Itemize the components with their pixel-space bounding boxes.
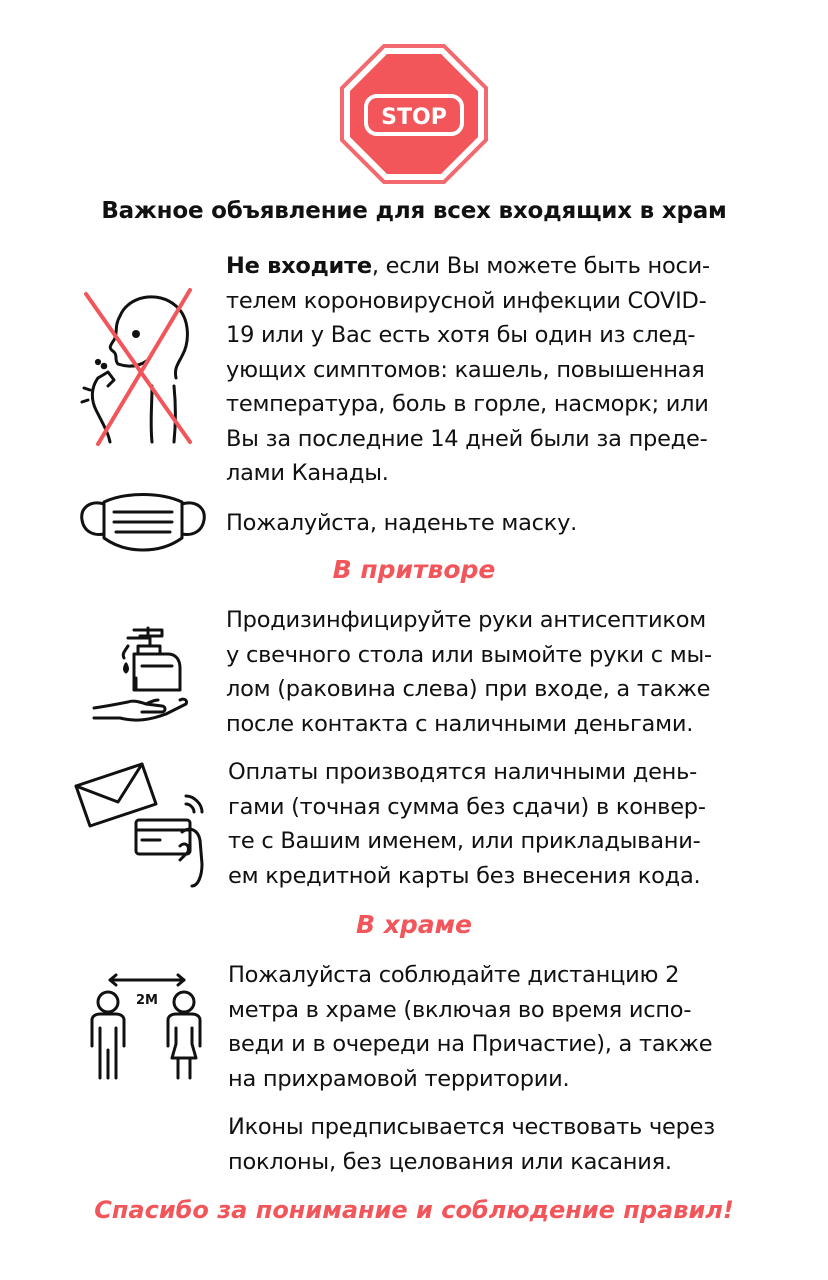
sanitize-line: Продизинфицируйте руки антисептиком bbox=[226, 607, 706, 633]
not-enter-bold-lead: Не входите bbox=[226, 253, 372, 279]
sanitize-paragraph bbox=[226, 603, 712, 741]
stop-sign-icon bbox=[340, 44, 488, 184]
icons-line: поклоны, без целования или касания. bbox=[228, 1148, 672, 1175]
distance-line: веди и в очереди на Причастие), а также bbox=[228, 1031, 713, 1057]
announcement-title: Важное объявление для всех входящих в храм bbox=[101, 198, 727, 224]
payment-line: Оплаты производятся наличными день- bbox=[228, 759, 698, 785]
not-enter-line: , если Вы можете быть носи- bbox=[371, 253, 710, 279]
not-enter-line: температура, боль в горле, насморк; или bbox=[226, 391, 709, 417]
not-enter-line: телем короновирусной инфекции COVID- bbox=[226, 287, 707, 314]
icons-line: Иконы предписывается чествовать через bbox=[228, 1114, 715, 1140]
distance-line: метра в храме (включая во время испо- bbox=[228, 996, 692, 1023]
distance-line: Пожалуйста соблюдайте дистанцию 2 bbox=[228, 962, 680, 988]
not-enter-line: лами Канады. bbox=[226, 460, 389, 486]
not-enter-line: Вы за последние 14 дней были за преде- bbox=[226, 425, 708, 452]
not-enter-paragraph bbox=[226, 249, 710, 491]
payment-paragraph bbox=[228, 755, 706, 893]
sanitize-line: лом (раковина слева) при входе, а также bbox=[226, 676, 711, 702]
narthex-heading: В притворе bbox=[332, 555, 496, 584]
sanitize-line: у свечного стола или вымойте руки с мы- bbox=[226, 641, 712, 668]
payment-line: гами (точная сумма без сдачи) в конвер- bbox=[228, 793, 706, 820]
distance-line: на прихрамовой территории. bbox=[228, 1065, 570, 1092]
social-distance-icon bbox=[84, 972, 212, 1082]
coughing-person-crossed-icon bbox=[78, 282, 198, 452]
payment-line: ем кредитной карты без внесения кода. bbox=[228, 862, 701, 889]
envelope-card-payment-icon bbox=[72, 760, 212, 890]
temple-heading: В храме bbox=[355, 910, 473, 939]
payment-line: те с Вашим именем, или прикладывани- bbox=[228, 828, 701, 854]
hand-sanitizer-icon bbox=[90, 624, 190, 724]
stop-label: STOP bbox=[381, 105, 447, 130]
sanitize-line: после контакта с наличными деньгами. bbox=[226, 710, 694, 737]
not-enter-line: ующих симптомов: кашель, повышенная bbox=[226, 356, 705, 383]
distance-label: 2M bbox=[136, 993, 158, 1008]
mask-text: Пожалуйста, наденьте маску. bbox=[226, 510, 578, 536]
face-mask-icon bbox=[76, 488, 210, 558]
distance-paragraph bbox=[228, 958, 712, 1096]
footer-thanks: Спасибо за понимание и соблюдение правил! bbox=[94, 1196, 734, 1224]
not-enter-line: 19 или у Вас есть хотя бы один из след- bbox=[226, 322, 696, 348]
icons-paragraph bbox=[228, 1110, 715, 1179]
